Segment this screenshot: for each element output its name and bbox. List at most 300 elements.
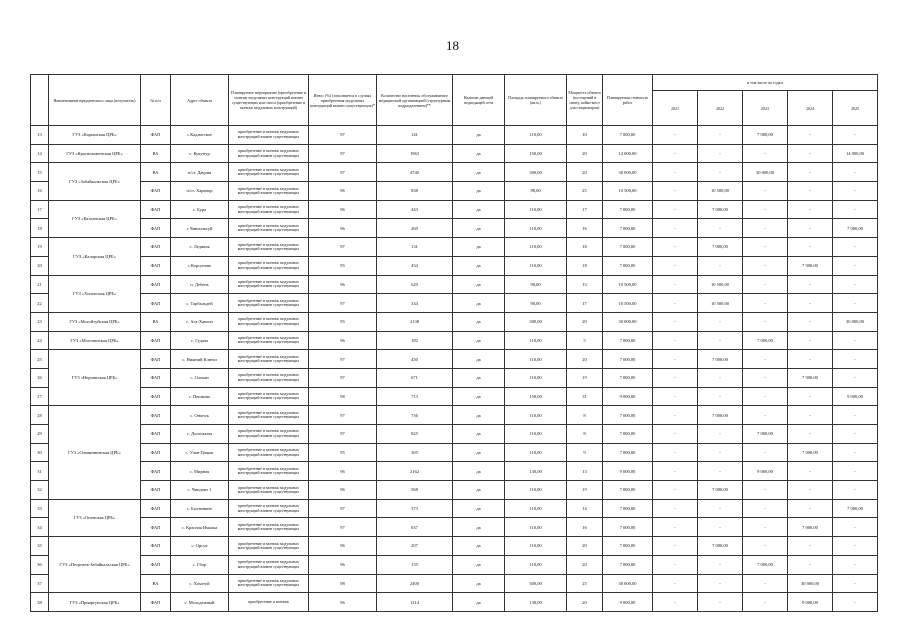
planned-activity: приобретение и монтаж модульных конструкций взамен существующих xyxy=(229,443,309,462)
year-amount: - xyxy=(833,518,878,537)
year-amount: - xyxy=(653,462,698,481)
capacity: 16 xyxy=(567,518,603,537)
year-amount: - xyxy=(788,275,833,294)
capacity: 20 xyxy=(567,144,603,163)
year-amount: - xyxy=(788,182,833,201)
row-number: 19 xyxy=(31,238,49,257)
facility-type: ФАП xyxy=(141,499,171,518)
capacity: 20 xyxy=(567,350,603,369)
population: 334 xyxy=(377,294,453,313)
facility-address: с. Гудача xyxy=(171,331,229,350)
year-amount: - xyxy=(653,294,698,313)
org-name: ГУЗ «Краснокаменская ЦРБ» xyxy=(49,144,141,163)
network-available: да xyxy=(453,144,505,163)
planned-activity: приобретение и монтаж модульных конструкций взамен существующих xyxy=(229,368,309,387)
row-number: 37 xyxy=(31,574,49,593)
org-name: ГУЗ «Хилокская ЦРБ» xyxy=(49,275,141,312)
row-number: 25 xyxy=(31,350,49,369)
facility-type: ФАП xyxy=(141,425,171,444)
header-area: Площадь планируемого объекта (кв.м.) xyxy=(505,75,567,126)
org-name: ГУЗ «Могойтуйская ЦРБ» xyxy=(49,312,141,331)
year-amount: - xyxy=(743,144,788,163)
network-available: да xyxy=(453,331,505,350)
population: 825 xyxy=(377,425,453,444)
facility-type: ФАП xyxy=(141,406,171,425)
network-available: да xyxy=(453,275,505,294)
wear-percent: 96 xyxy=(309,555,377,574)
year-amount: - xyxy=(698,518,743,537)
row-number: 27 xyxy=(31,387,49,406)
year-amount: - xyxy=(743,443,788,462)
year-amount: 9 000,00 xyxy=(743,462,788,481)
wear-percent: 96 xyxy=(309,537,377,556)
planned-area: 110,00 xyxy=(505,481,567,500)
year-amount: 7 000,00 xyxy=(743,126,788,145)
year-amount: - xyxy=(743,182,788,201)
table-body xyxy=(31,126,878,612)
org-name: ГУЗ «Карымская ЦРБ» xyxy=(49,126,141,145)
planned-cost: 7 000,00 xyxy=(603,406,653,425)
table-row xyxy=(31,200,878,219)
network-available: да xyxy=(453,425,505,444)
capacity: 16 xyxy=(567,219,603,238)
capacity: 18 xyxy=(567,256,603,275)
year-amount: - xyxy=(788,219,833,238)
year-amount: - xyxy=(788,406,833,425)
planned-cost: 10 500,00 xyxy=(603,275,653,294)
org-name: ГУЗ «Могочинская ЦРБ» xyxy=(49,331,141,350)
year-amount: - xyxy=(833,163,878,182)
wear-percent: 96 xyxy=(309,219,377,238)
year-amount: - xyxy=(833,574,878,593)
wear-percent: 95 xyxy=(309,443,377,462)
year-amount: - xyxy=(788,387,833,406)
population: 450 xyxy=(377,350,453,369)
year-amount: - xyxy=(743,593,788,612)
table-row xyxy=(31,256,878,275)
planned-area: 130,00 xyxy=(505,593,567,612)
header-networks: Наличие дающей подводящей сети xyxy=(453,75,505,126)
year-amount: - xyxy=(743,294,788,313)
planned-activity: приобретение и монтаж модульных конструкций взамен существующих xyxy=(229,182,309,201)
network-available: да xyxy=(453,219,505,238)
population: 373 xyxy=(377,499,453,518)
year-amount: - xyxy=(743,312,788,331)
planned-activity: приобретение и монтаж модульных конструкций взамен существующих xyxy=(229,462,309,481)
planned-cost: 30 000,00 xyxy=(603,163,653,182)
planned-cost: 7 000,00 xyxy=(603,443,653,462)
network-available: да xyxy=(453,481,505,500)
planned-activity: приобретение и монтаж модульных конструкций взамен существующих xyxy=(229,331,309,350)
facility-address: с.Чингильтуй xyxy=(171,219,229,238)
population: 620 xyxy=(377,275,453,294)
year-amount: - xyxy=(788,126,833,145)
planned-cost: 7 000,00 xyxy=(603,126,653,145)
facility-type: ФАП xyxy=(141,200,171,219)
planned-activity: приобретение и монтаж модульных конструкций взамен существующих xyxy=(229,144,309,163)
planned-activity: приобретение и монтаж модульных конструкций взамен существующих xyxy=(229,387,309,406)
facility-address: с. Ононск xyxy=(171,406,229,425)
row-number: 17 xyxy=(31,200,49,219)
row-number: 16 xyxy=(31,182,49,201)
wear-percent: 98 xyxy=(309,387,377,406)
year-amount: - xyxy=(653,182,698,201)
year-amount: 7 000,00 xyxy=(698,350,743,369)
year-amount: - xyxy=(743,574,788,593)
year-amount: - xyxy=(788,238,833,257)
facility-address: с. Ага-Хангил xyxy=(171,312,229,331)
table-row xyxy=(31,406,878,425)
population: 155 xyxy=(377,555,453,574)
year-amount: 7 000,00 xyxy=(788,368,833,387)
header-cost: Планируемая стоимость работ xyxy=(603,75,653,126)
year-amount: - xyxy=(653,126,698,145)
planned-cost: 7 000,00 xyxy=(603,555,653,574)
year-amount: - xyxy=(653,574,698,593)
planned-area: 110,00 xyxy=(505,256,567,275)
year-amount: - xyxy=(653,200,698,219)
planned-area: 110,00 xyxy=(505,238,567,257)
row-number: 29 xyxy=(31,425,49,444)
org-name: ГУЗ «Ононская ЦРБ» xyxy=(49,499,141,536)
capacity: 10 xyxy=(567,126,603,145)
planned-activity: приобретение и монтаж модульных конструкций взамен существующих xyxy=(229,256,309,275)
row-number: 13 xyxy=(31,126,49,145)
year-amount: - xyxy=(833,182,878,201)
facility-type: ФАП xyxy=(141,537,171,556)
planned-activity: приобретение и монтаж модульных конструкций взамен существующих xyxy=(229,499,309,518)
table-row xyxy=(31,537,878,556)
planned-activity: приобретение и монтаж модульных конструкций взамен существующих xyxy=(229,275,309,294)
year-amount: - xyxy=(698,499,743,518)
population: 2138 xyxy=(377,312,453,331)
planned-cost: 10 500,00 xyxy=(603,182,653,201)
facility-type: ФАП xyxy=(141,238,171,257)
year-amount: 30 000,00 xyxy=(833,312,878,331)
facility-address: с. Болтинино xyxy=(171,499,229,518)
header-years-group: в том числе по годам xyxy=(653,75,878,91)
facility-address: п/ст. Харанор xyxy=(171,182,229,201)
capacity: 5 xyxy=(567,331,603,350)
year-amount: - xyxy=(653,555,698,574)
planned-area: 300,00 xyxy=(505,163,567,182)
year-amount: - xyxy=(833,462,878,481)
network-available: да xyxy=(453,387,505,406)
year-amount: - xyxy=(698,144,743,163)
year-amount: - xyxy=(833,256,878,275)
header-address: Адрес объекта xyxy=(171,75,229,126)
header-year: 2022 xyxy=(698,91,743,126)
year-amount: - xyxy=(833,537,878,556)
planned-area: 90,00 xyxy=(505,294,567,313)
year-amount: 7 000,00 xyxy=(698,238,743,257)
planned-activity: приобретение и монтаж модульных конструкций взамен существующих xyxy=(229,537,309,556)
year-amount: - xyxy=(833,238,878,257)
year-amount: - xyxy=(833,126,878,145)
capacity: 13 xyxy=(567,275,603,294)
row-number: 26 xyxy=(31,368,49,387)
year-amount: 30 000,00 xyxy=(743,163,788,182)
facility-address: с. Олекан xyxy=(171,368,229,387)
population: 131 xyxy=(377,238,453,257)
planned-activity: приобретение и монтаж модульных конструкций взамен существующих xyxy=(229,555,309,574)
year-amount: - xyxy=(788,481,833,500)
row-number: 38 xyxy=(31,593,49,612)
table-row xyxy=(31,555,878,574)
planned-activity: приобретение и монтаж модульных конструкций взамен существующих xyxy=(229,294,309,313)
table-row xyxy=(31,462,878,481)
year-amount: - xyxy=(833,294,878,313)
year-amount: - xyxy=(653,499,698,518)
planned-area: 110,00 xyxy=(505,555,567,574)
year-amount: - xyxy=(698,425,743,444)
table-row xyxy=(31,368,878,387)
facility-type: ВА xyxy=(141,163,171,182)
planned-activity: приобретение и монтаж модульных конструкций взамен существующих xyxy=(229,238,309,257)
year-amount: - xyxy=(833,593,878,612)
row-number: 35 xyxy=(31,537,49,556)
facility-address: с. Красная Ималка xyxy=(171,518,229,537)
wear-percent: 97 xyxy=(309,144,377,163)
planned-activity: приобретение и монтаж модульных конструкций взамен существующих xyxy=(229,481,309,500)
capacity: 20 xyxy=(567,163,603,182)
wear-percent: 97 xyxy=(309,294,377,313)
year-amount: - xyxy=(698,331,743,350)
facility-address: п/ст. Даурия xyxy=(171,163,229,182)
year-amount: - xyxy=(698,312,743,331)
year-amount: - xyxy=(653,144,698,163)
year-amount: 7 000,00 xyxy=(698,200,743,219)
wear-percent: 97 xyxy=(309,350,377,369)
planned-cost: 30 000,00 xyxy=(603,574,653,593)
year-amount: - xyxy=(743,518,788,537)
population: 838 xyxy=(377,182,453,201)
facility-address: с. Бура xyxy=(171,200,229,219)
facility-type: ВА xyxy=(141,574,171,593)
org-name: ГУЗ «Калганская ЦРБ» xyxy=(49,200,141,237)
table-row xyxy=(31,518,878,537)
planned-area: 130,00 xyxy=(505,462,567,481)
population: 434 xyxy=(377,256,453,275)
facility-address: с. Нижний Ключи xyxy=(171,350,229,369)
table-row xyxy=(31,443,878,462)
capacity: 20 xyxy=(567,537,603,556)
planned-cost: 7 000,00 xyxy=(603,219,653,238)
header-year: 2025 xyxy=(833,91,878,126)
table-row xyxy=(31,219,878,238)
year-amount: - xyxy=(653,368,698,387)
year-amount: - xyxy=(788,144,833,163)
capacity: 20 xyxy=(567,555,603,574)
year-amount: - xyxy=(743,368,788,387)
wear-percent: 97 xyxy=(309,499,377,518)
row-number: 14 xyxy=(31,144,49,163)
year-amount: - xyxy=(833,555,878,574)
year-amount: - xyxy=(698,126,743,145)
year-amount: 7 000,00 xyxy=(743,555,788,574)
capacity: 13 xyxy=(567,462,603,481)
facility-type: ФАП xyxy=(141,275,171,294)
network-available: да xyxy=(453,200,505,219)
year-amount: - xyxy=(653,425,698,444)
year-amount: - xyxy=(788,499,833,518)
year-amount: - xyxy=(653,406,698,425)
facility-type: ФАП xyxy=(141,481,171,500)
wear-percent: 96 xyxy=(309,275,377,294)
table-row xyxy=(31,312,878,331)
planned-area: 110,00 xyxy=(505,499,567,518)
planned-area: 110,00 xyxy=(505,331,567,350)
facility-type: ФАП xyxy=(141,182,171,201)
table-row xyxy=(31,163,878,182)
population: 637 xyxy=(377,518,453,537)
network-available: да xyxy=(453,406,505,425)
capacity: 17 xyxy=(567,200,603,219)
table-row xyxy=(31,126,878,145)
population: 182 xyxy=(377,331,453,350)
planned-area: 300,00 xyxy=(505,574,567,593)
facility-address: с. Молодежный xyxy=(171,593,229,612)
wear-percent: 96 xyxy=(309,593,377,612)
year-amount: - xyxy=(653,593,698,612)
planned-cost: 7 000,00 xyxy=(603,368,653,387)
planned-activity: приобретение и монтаж модульных конструкций взамен существующих xyxy=(229,163,309,182)
row-number: 32 xyxy=(31,481,49,500)
planned-activity: приобретение и монтаж xyxy=(229,593,309,612)
network-available: да xyxy=(453,163,505,182)
population: 1963 xyxy=(377,144,453,163)
planned-area: 110,00 xyxy=(505,219,567,238)
table-row xyxy=(31,275,878,294)
population: 671 xyxy=(377,368,453,387)
planned-cost: 14 000,00 xyxy=(603,144,653,163)
year-amount: 7 000,00 xyxy=(698,406,743,425)
capacity: 19 xyxy=(567,481,603,500)
year-amount: - xyxy=(743,238,788,257)
year-amount: - xyxy=(653,481,698,500)
planned-area: 110,00 xyxy=(505,537,567,556)
facility-address: с. Долгокыча xyxy=(171,425,229,444)
year-amount: - xyxy=(788,163,833,182)
year-amount: - xyxy=(833,406,878,425)
table-row xyxy=(31,593,878,612)
year-amount: - xyxy=(788,350,833,369)
facility-address: с. Пешково xyxy=(171,387,229,406)
facility-address: с. Улан-Цацык xyxy=(171,443,229,462)
capacity: 20 xyxy=(567,593,603,612)
year-amount: - xyxy=(653,163,698,182)
facility-address: с. Кукунур xyxy=(171,144,229,163)
facility-type: ФАП xyxy=(141,555,171,574)
year-amount: 14 000,00 xyxy=(833,144,878,163)
year-amount: - xyxy=(833,350,878,369)
header-year: 2021 xyxy=(653,91,698,126)
wear-percent: 97 xyxy=(309,425,377,444)
wear-percent: 96 xyxy=(309,182,377,201)
facility-type: ФАП xyxy=(141,219,171,238)
year-amount: - xyxy=(833,275,878,294)
row-number: 33 xyxy=(31,499,49,518)
org-name: ГУЗ «Петровск-Забайкальская ЦРБ» xyxy=(49,537,141,593)
planned-cost: 9 000,00 xyxy=(603,593,653,612)
wear-percent: 96 xyxy=(309,331,377,350)
capacity: 19 xyxy=(567,368,603,387)
year-amount: - xyxy=(788,425,833,444)
wear-percent: 97 xyxy=(309,518,377,537)
header-wear: Износ (%) (заполняется в случаях приобретения модульных конструкций взамен существующих)* xyxy=(309,75,377,126)
year-amount: - xyxy=(788,537,833,556)
planned-cost: 7 000,00 xyxy=(603,425,653,444)
facility-type: ФАП xyxy=(141,387,171,406)
year-amount: - xyxy=(653,219,698,238)
wear-percent: 98 xyxy=(309,574,377,593)
planned-cost: 7 000,00 xyxy=(603,256,653,275)
year-amount: - xyxy=(788,294,833,313)
year-amount: - xyxy=(788,200,833,219)
year-amount: - xyxy=(743,219,788,238)
year-amount: 30 000,00 xyxy=(788,574,833,593)
network-available: да xyxy=(453,499,505,518)
year-amount: - xyxy=(698,163,743,182)
planned-area: 150,00 xyxy=(505,387,567,406)
wear-percent: 96 xyxy=(309,462,377,481)
table-row xyxy=(31,481,878,500)
planned-cost: 7 000,00 xyxy=(603,499,653,518)
table-row xyxy=(31,294,878,313)
planned-area: 110,00 xyxy=(505,350,567,369)
facility-address: с. Гбор xyxy=(171,555,229,574)
population: 443 xyxy=(377,200,453,219)
year-amount: - xyxy=(698,219,743,238)
year-amount: 7 000,00 xyxy=(788,443,833,462)
network-available: да xyxy=(453,443,505,462)
row-number: 23 xyxy=(31,312,49,331)
network-available: да xyxy=(453,350,505,369)
capacity: 8 xyxy=(567,406,603,425)
planned-area: 110,00 xyxy=(505,368,567,387)
facility-address: с. Орсук xyxy=(171,537,229,556)
year-amount: - xyxy=(698,555,743,574)
planned-area: 110,00 xyxy=(505,406,567,425)
population: 2162 xyxy=(377,462,453,481)
year-amount: - xyxy=(788,331,833,350)
wear-percent: 96 xyxy=(309,200,377,219)
planned-area: 300,00 xyxy=(505,312,567,331)
planned-area: 150,00 xyxy=(505,144,567,163)
row-number: 36 xyxy=(31,555,49,574)
year-amount: 7 000,00 xyxy=(833,499,878,518)
year-amount: - xyxy=(743,406,788,425)
planned-cost: 7 000,00 xyxy=(603,518,653,537)
planned-activity: приобретение и монтаж модульных конструкций взамен существующих xyxy=(229,312,309,331)
population: 568 xyxy=(377,481,453,500)
population: 141 xyxy=(377,126,453,145)
network-available: да xyxy=(453,368,505,387)
table-row xyxy=(31,499,878,518)
year-amount: 7 000,00 xyxy=(698,537,743,556)
year-amount: - xyxy=(743,275,788,294)
year-amount: - xyxy=(698,443,743,462)
year-amount: - xyxy=(698,462,743,481)
year-amount: - xyxy=(653,350,698,369)
planned-area: 110,00 xyxy=(505,126,567,145)
year-amount: - xyxy=(788,462,833,481)
year-amount: - xyxy=(653,256,698,275)
row-number: 22 xyxy=(31,294,49,313)
year-amount: - xyxy=(743,387,788,406)
facility-type: ВА xyxy=(141,312,171,331)
page-number: 18 xyxy=(446,38,459,53)
